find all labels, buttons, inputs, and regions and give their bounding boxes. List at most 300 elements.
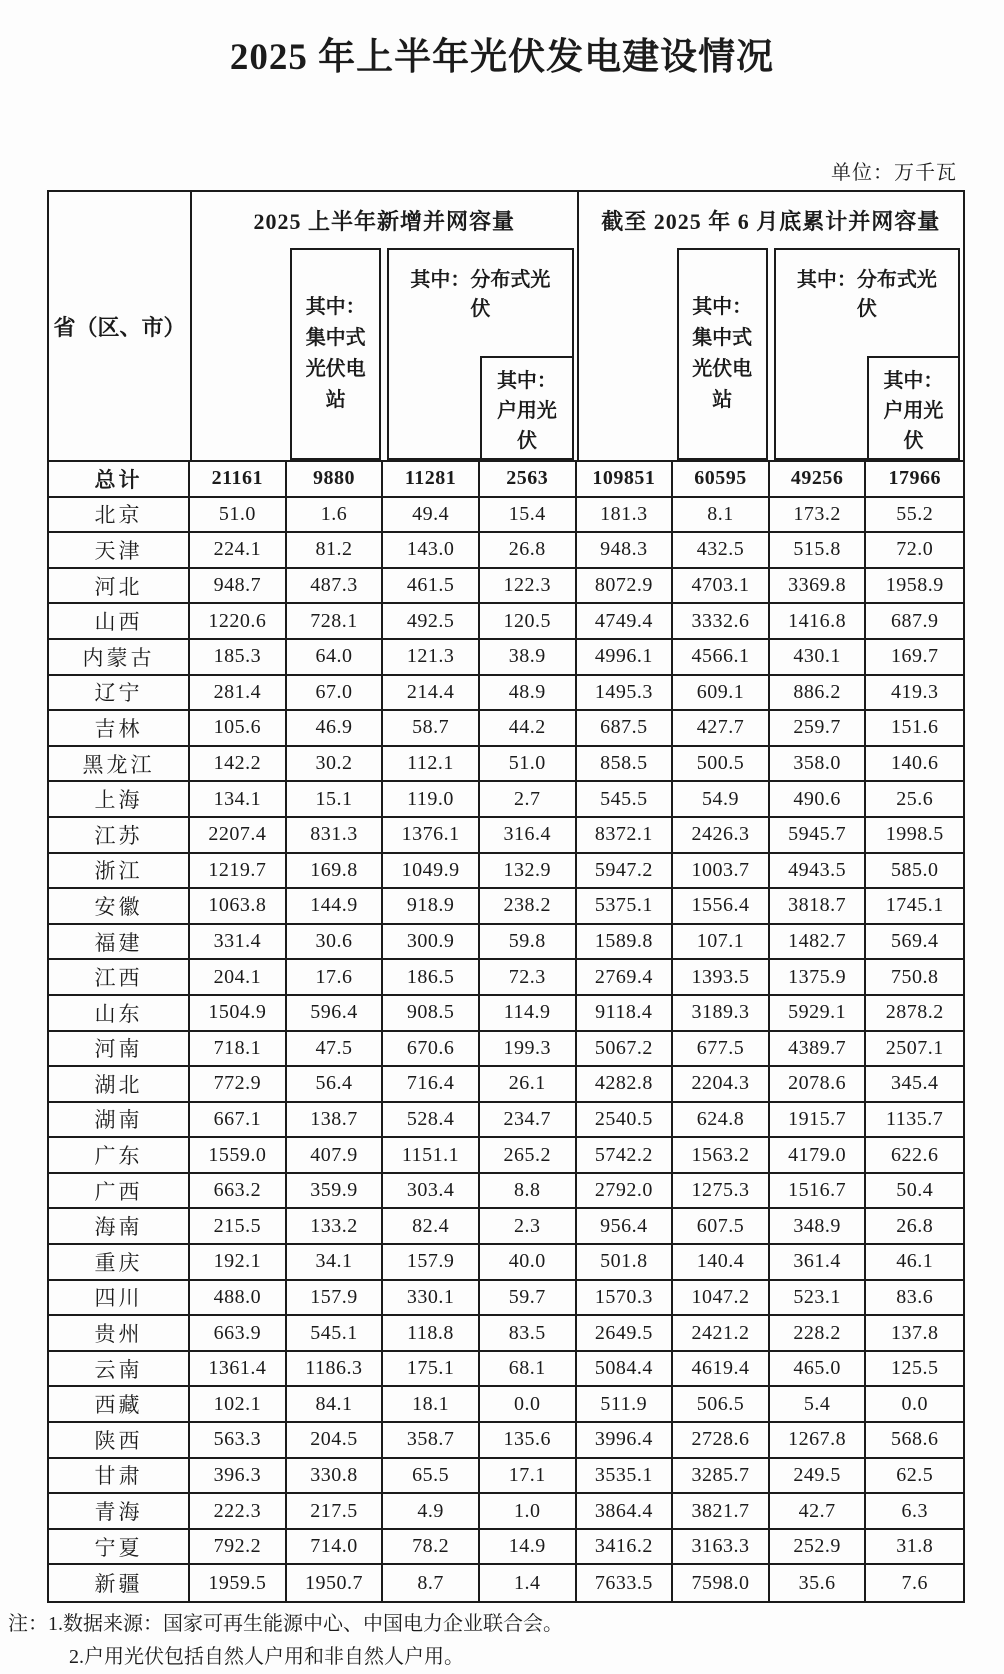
value-cell: 3416.2 bbox=[577, 1530, 674, 1566]
value-cell: 181.3 bbox=[577, 498, 674, 534]
note-line-1: 注：1.数据来源：国家可再生能源中心、中国电力企业联合会。 bbox=[8, 1613, 563, 1635]
value-cell: 506.5 bbox=[673, 1387, 770, 1423]
value-cell: 1063.8 bbox=[190, 889, 287, 925]
province-cell: 云南 bbox=[49, 1352, 190, 1388]
value-cell: 1049.9 bbox=[383, 854, 480, 890]
value-cell: 133.2 bbox=[287, 1209, 384, 1245]
value-cell: 4389.7 bbox=[770, 1032, 867, 1068]
province-cell: 福建 bbox=[49, 925, 190, 961]
value-cell: 30.2 bbox=[287, 747, 384, 783]
value-cell: 432.5 bbox=[673, 533, 770, 569]
subheader-area-new bbox=[192, 248, 577, 460]
value-cell: 9880 bbox=[287, 462, 384, 498]
value-cell: 40.0 bbox=[480, 1245, 577, 1281]
province-cell: 河南 bbox=[49, 1032, 190, 1068]
value-cell: 750.8 bbox=[866, 960, 963, 996]
value-cell: 259.7 bbox=[770, 711, 867, 747]
value-cell: 65.5 bbox=[383, 1459, 480, 1495]
value-cell: 83.5 bbox=[480, 1316, 577, 1352]
value-cell: 214.4 bbox=[383, 676, 480, 712]
value-cell: 792.2 bbox=[190, 1530, 287, 1566]
value-cell: 140.6 bbox=[866, 747, 963, 783]
value-cell: 545.5 bbox=[577, 782, 674, 818]
value-cell: 0.0 bbox=[480, 1387, 577, 1423]
value-cell: 107.1 bbox=[673, 925, 770, 961]
value-cell: 109851 bbox=[577, 462, 674, 498]
value-cell: 361.4 bbox=[770, 1245, 867, 1281]
province-cell: 青海 bbox=[49, 1494, 190, 1530]
value-cell: 596.4 bbox=[287, 996, 384, 1032]
province-cell: 河北 bbox=[49, 569, 190, 605]
subheader-household-new bbox=[480, 356, 573, 460]
value-cell: 9118.4 bbox=[577, 996, 674, 1032]
value-cell: 677.5 bbox=[673, 1032, 770, 1068]
value-cell: 2563 bbox=[480, 462, 577, 498]
value-cell: 2792.0 bbox=[577, 1174, 674, 1210]
value-cell: 224.1 bbox=[190, 533, 287, 569]
value-cell: 17.6 bbox=[287, 960, 384, 996]
value-cell: 204.1 bbox=[190, 960, 287, 996]
value-cell: 948.3 bbox=[577, 533, 674, 569]
province-cell: 湖北 bbox=[49, 1067, 190, 1103]
value-cell: 585.0 bbox=[866, 854, 963, 890]
value-cell: 26.1 bbox=[480, 1067, 577, 1103]
value-cell: 2728.6 bbox=[673, 1423, 770, 1459]
value-cell: 501.8 bbox=[577, 1245, 674, 1281]
value-cell: 238.2 bbox=[480, 889, 577, 925]
province-cell: 西藏 bbox=[49, 1387, 190, 1423]
value-cell: 728.1 bbox=[287, 604, 384, 640]
table-header bbox=[49, 192, 963, 460]
value-cell: 948.7 bbox=[190, 569, 287, 605]
value-cell: 511.9 bbox=[577, 1387, 674, 1423]
value-cell: 430.1 bbox=[770, 640, 867, 676]
value-cell: 5.4 bbox=[770, 1387, 867, 1423]
value-cell: 3163.3 bbox=[673, 1530, 770, 1566]
value-cell: 15.1 bbox=[287, 782, 384, 818]
value-cell: 4179.0 bbox=[770, 1138, 867, 1174]
value-cell: 7633.5 bbox=[577, 1565, 674, 1601]
value-cell: 118.8 bbox=[383, 1316, 480, 1352]
value-cell: 1416.8 bbox=[770, 604, 867, 640]
value-cell: 72.0 bbox=[866, 533, 963, 569]
subheader-centralized-new-label: 其中：集中式光伏电站 bbox=[305, 296, 366, 411]
value-cell: 134.1 bbox=[190, 782, 287, 818]
value-cell: 687.9 bbox=[866, 604, 963, 640]
value-cell: 908.5 bbox=[383, 996, 480, 1032]
value-cell: 82.4 bbox=[383, 1209, 480, 1245]
corner-header-province: 省（区、市） bbox=[49, 192, 192, 460]
value-cell: 1361.4 bbox=[190, 1352, 287, 1388]
value-cell: 2769.4 bbox=[577, 960, 674, 996]
value-cell: 1745.1 bbox=[866, 889, 963, 925]
value-cell: 1151.1 bbox=[383, 1138, 480, 1174]
value-cell: 1556.4 bbox=[673, 889, 770, 925]
value-cell: 515.8 bbox=[770, 533, 867, 569]
value-cell: 358.7 bbox=[383, 1423, 480, 1459]
unit-label: 单位：万千瓦 bbox=[831, 162, 957, 184]
value-cell: 523.1 bbox=[770, 1281, 867, 1317]
value-cell: 1219.7 bbox=[190, 854, 287, 890]
value-cell: 26.8 bbox=[866, 1209, 963, 1245]
value-cell: 622.6 bbox=[866, 1138, 963, 1174]
value-cell: 461.5 bbox=[383, 569, 480, 605]
value-cell: 772.9 bbox=[190, 1067, 287, 1103]
value-cell: 215.5 bbox=[190, 1209, 287, 1245]
value-cell: 563.3 bbox=[190, 1423, 287, 1459]
value-cell: 300.9 bbox=[383, 925, 480, 961]
value-cell: 5067.2 bbox=[577, 1032, 674, 1068]
value-cell: 4566.1 bbox=[673, 640, 770, 676]
value-cell: 47.5 bbox=[287, 1032, 384, 1068]
subheader-household-cumulative-label: 其中：户用光伏 bbox=[883, 370, 944, 452]
value-cell: 38.9 bbox=[480, 640, 577, 676]
value-cell: 886.2 bbox=[770, 676, 867, 712]
value-cell: 49256 bbox=[770, 462, 867, 498]
note-line-2: 2.户用光伏包括自然人户用和非自然人户用。 bbox=[69, 1646, 464, 1668]
value-cell: 492.5 bbox=[383, 604, 480, 640]
province-cell: 陕西 bbox=[49, 1423, 190, 1459]
value-cell: 72.3 bbox=[480, 960, 577, 996]
value-cell: 4.9 bbox=[383, 1494, 480, 1530]
value-cell: 222.3 bbox=[190, 1494, 287, 1530]
value-cell: 1.6 bbox=[287, 498, 384, 534]
value-cell: 1267.8 bbox=[770, 1423, 867, 1459]
value-cell: 3821.7 bbox=[673, 1494, 770, 1530]
value-cell: 30.6 bbox=[287, 925, 384, 961]
value-cell: 11281 bbox=[383, 462, 480, 498]
value-cell: 5742.2 bbox=[577, 1138, 674, 1174]
value-cell: 249.5 bbox=[770, 1459, 867, 1495]
value-cell: 199.3 bbox=[480, 1032, 577, 1068]
value-cell: 55.2 bbox=[866, 498, 963, 534]
value-cell: 14.9 bbox=[480, 1530, 577, 1566]
value-cell: 667.1 bbox=[190, 1103, 287, 1139]
value-cell: 84.1 bbox=[287, 1387, 384, 1423]
province-cell: 四川 bbox=[49, 1281, 190, 1317]
value-cell: 1482.7 bbox=[770, 925, 867, 961]
value-cell: 1376.1 bbox=[383, 818, 480, 854]
value-cell: 169.8 bbox=[287, 854, 384, 890]
value-cell: 1275.3 bbox=[673, 1174, 770, 1210]
value-cell: 42.7 bbox=[770, 1494, 867, 1530]
value-cell: 186.5 bbox=[383, 960, 480, 996]
value-cell: 545.1 bbox=[287, 1316, 384, 1352]
footnotes bbox=[8, 1608, 563, 1674]
value-cell: 119.0 bbox=[383, 782, 480, 818]
subheader-distributed-new-label: 其中：分布式光伏 bbox=[410, 269, 551, 320]
value-cell: 21161 bbox=[190, 462, 287, 498]
value-cell: 3332.6 bbox=[673, 604, 770, 640]
value-cell: 1.0 bbox=[480, 1494, 577, 1530]
value-cell: 1393.5 bbox=[673, 960, 770, 996]
value-cell: 1589.8 bbox=[577, 925, 674, 961]
province-cell: 江西 bbox=[49, 960, 190, 996]
value-cell: 1563.2 bbox=[673, 1138, 770, 1174]
province-cell: 湖南 bbox=[49, 1103, 190, 1139]
value-cell: 112.1 bbox=[383, 747, 480, 783]
value-cell: 54.9 bbox=[673, 782, 770, 818]
province-cell: 甘肃 bbox=[49, 1459, 190, 1495]
value-cell: 348.9 bbox=[770, 1209, 867, 1245]
page-title: 2025 年上半年光伏发电建设情况 bbox=[229, 37, 775, 78]
subheader-household-new-label: 其中：户用光伏 bbox=[496, 370, 557, 452]
value-cell: 1186.3 bbox=[287, 1352, 384, 1388]
header-group-new-capacity bbox=[192, 192, 577, 460]
province-cell: 安徽 bbox=[49, 889, 190, 925]
value-cell: 4282.8 bbox=[577, 1067, 674, 1103]
value-cell: 1559.0 bbox=[190, 1138, 287, 1174]
value-cell: 4943.5 bbox=[770, 854, 867, 890]
value-cell: 2878.2 bbox=[866, 996, 963, 1032]
value-cell: 59.8 bbox=[480, 925, 577, 961]
value-cell: 5084.4 bbox=[577, 1352, 674, 1388]
value-cell: 46.9 bbox=[287, 711, 384, 747]
value-cell: 62.5 bbox=[866, 1459, 963, 1495]
value-cell: 8072.9 bbox=[577, 569, 674, 605]
value-cell: 7598.0 bbox=[673, 1565, 770, 1601]
province-cell: 新疆 bbox=[49, 1565, 190, 1601]
value-cell: 51.0 bbox=[190, 498, 287, 534]
value-cell: 137.8 bbox=[866, 1316, 963, 1352]
value-cell: 345.4 bbox=[866, 1067, 963, 1103]
value-cell: 316.4 bbox=[480, 818, 577, 854]
value-cell: 78.2 bbox=[383, 1530, 480, 1566]
header-group-cumulative-capacity bbox=[577, 192, 964, 460]
value-cell: 487.3 bbox=[287, 569, 384, 605]
subheader-area-cumulative bbox=[579, 248, 964, 460]
value-cell: 8.1 bbox=[673, 498, 770, 534]
value-cell: 7.6 bbox=[901, 1571, 928, 1594]
value-cell: 4619.4 bbox=[673, 1352, 770, 1388]
province-cell: 重庆 bbox=[49, 1245, 190, 1281]
value-cell: 2207.4 bbox=[190, 818, 287, 854]
value-cell: 663.2 bbox=[190, 1174, 287, 1210]
value-cell: 228.2 bbox=[770, 1316, 867, 1352]
value-cell: 718.1 bbox=[190, 1032, 287, 1068]
value-cell: 427.7 bbox=[673, 711, 770, 747]
value-cell: 3535.1 bbox=[577, 1459, 674, 1495]
value-cell: 687.5 bbox=[577, 711, 674, 747]
value-cell: 2421.2 bbox=[673, 1316, 770, 1352]
group-title-new-capacity: 2025 上半年新增并网容量 bbox=[253, 208, 515, 234]
value-cell: 3996.4 bbox=[577, 1423, 674, 1459]
subheader-centralized-cumulative-label: 其中：集中式光伏电站 bbox=[692, 296, 753, 411]
value-cell: 1958.9 bbox=[866, 569, 963, 605]
value-cell: 490.6 bbox=[770, 782, 867, 818]
province-cell: 黑龙江 bbox=[49, 747, 190, 783]
subheader-distributed-cumulative-label: 其中：分布式光伏 bbox=[796, 269, 937, 320]
table-body bbox=[49, 460, 963, 1601]
value-cell: 1950.7 bbox=[287, 1565, 384, 1601]
subheader-distributed-cumulative bbox=[774, 248, 960, 460]
value-cell: 3285.7 bbox=[673, 1459, 770, 1495]
value-cell: 281.4 bbox=[190, 676, 287, 712]
value-cell: 140.4 bbox=[673, 1245, 770, 1281]
province-cell: 山西 bbox=[49, 604, 190, 640]
value-cell: 2.3 bbox=[480, 1209, 577, 1245]
value-cell: 122.3 bbox=[480, 569, 577, 605]
value-cell: 144.9 bbox=[287, 889, 384, 925]
value-cell: 120.5 bbox=[480, 604, 577, 640]
value-cell: 1915.7 bbox=[770, 1103, 867, 1139]
value-cell: 5947.2 bbox=[577, 854, 674, 890]
value-cell: 132.9 bbox=[480, 854, 577, 890]
value-cell: 2078.6 bbox=[770, 1067, 867, 1103]
value-cell: 15.4 bbox=[480, 498, 577, 534]
value-cell: 331.4 bbox=[190, 925, 287, 961]
value-cell: 1135.7 bbox=[866, 1103, 963, 1139]
value-cell: 528.4 bbox=[383, 1103, 480, 1139]
province-cell: 江苏 bbox=[49, 818, 190, 854]
province-cell: 宁夏 bbox=[49, 1530, 190, 1566]
group-title-cumulative-capacity: 截至 2025 年 6 月底累计并网容量 bbox=[601, 208, 941, 234]
value-cell: 5375.1 bbox=[577, 889, 674, 925]
value-cell: 4996.1 bbox=[577, 640, 674, 676]
value-cell: 624.8 bbox=[673, 1103, 770, 1139]
value-cell: 48.9 bbox=[480, 676, 577, 712]
value-cell: 17.1 bbox=[480, 1459, 577, 1495]
value-cell: 2.7 bbox=[480, 782, 577, 818]
value-cell: 419.3 bbox=[866, 676, 963, 712]
value-cell: 568.6 bbox=[866, 1423, 963, 1459]
province-cell: 浙江 bbox=[49, 854, 190, 890]
value-cell: 17966 bbox=[866, 462, 963, 498]
value-cell: 2204.3 bbox=[673, 1067, 770, 1103]
value-cell: 34.1 bbox=[287, 1245, 384, 1281]
value-cell: 25.6 bbox=[866, 782, 963, 818]
value-cell: 59.7 bbox=[480, 1281, 577, 1317]
value-cell: 670.6 bbox=[383, 1032, 480, 1068]
value-cell: 217.5 bbox=[287, 1494, 384, 1530]
value-cell: 831.3 bbox=[287, 818, 384, 854]
subheader-centralized-cumulative bbox=[677, 248, 768, 460]
subheader-centralized-new bbox=[290, 248, 381, 460]
province-cell: 上海 bbox=[49, 782, 190, 818]
value-cell: 135.6 bbox=[480, 1423, 577, 1459]
value-cell: 3189.3 bbox=[673, 996, 770, 1032]
value-cell: 918.9 bbox=[383, 889, 480, 925]
value-cell: 488.0 bbox=[190, 1281, 287, 1317]
value-cell: 2426.3 bbox=[673, 818, 770, 854]
value-cell: 1495.3 bbox=[577, 676, 674, 712]
value-cell: 151.6 bbox=[866, 711, 963, 747]
value-cell: 204.5 bbox=[287, 1423, 384, 1459]
value-cell: 105.6 bbox=[190, 711, 287, 747]
value-cell: 3818.7 bbox=[770, 889, 867, 925]
value-cell: 716.4 bbox=[383, 1067, 480, 1103]
value-cell: 1.4 bbox=[480, 1565, 577, 1601]
value-cell: 609.1 bbox=[673, 676, 770, 712]
value-cell: 6.3 bbox=[866, 1494, 963, 1530]
value-cell: 1504.9 bbox=[190, 996, 287, 1032]
value-cell: 5945.7 bbox=[770, 818, 867, 854]
value-cell: 143.0 bbox=[383, 533, 480, 569]
value-cell: 0.0 bbox=[866, 1387, 963, 1423]
value-cell: 465.0 bbox=[770, 1352, 867, 1388]
value-cell: 8.8 bbox=[480, 1174, 577, 1210]
value-cell: 1516.7 bbox=[770, 1174, 867, 1210]
value-cell: 35.6 bbox=[770, 1565, 867, 1601]
value-cell: 4749.4 bbox=[577, 604, 674, 640]
value-cell: 18.1 bbox=[383, 1387, 480, 1423]
value-cell: 607.5 bbox=[673, 1209, 770, 1245]
value-cell: 1375.9 bbox=[770, 960, 867, 996]
value-cell: 1998.5 bbox=[866, 818, 963, 854]
value-cell: 2649.5 bbox=[577, 1316, 674, 1352]
province-cell: 山东 bbox=[49, 996, 190, 1032]
value-cell: 58.7 bbox=[383, 711, 480, 747]
value-cell: 169.7 bbox=[866, 640, 963, 676]
value-cell: 2507.1 bbox=[866, 1032, 963, 1068]
value-cell: 8.7 bbox=[383, 1565, 480, 1601]
value-cell: 46.1 bbox=[866, 1245, 963, 1281]
value-cell: 1570.3 bbox=[577, 1281, 674, 1317]
province-cell: 总计 bbox=[49, 462, 190, 498]
province-cell: 北京 bbox=[49, 498, 190, 534]
value-cell: 157.9 bbox=[383, 1245, 480, 1281]
value-cell: 265.2 bbox=[480, 1138, 577, 1174]
value-cell: 714.0 bbox=[287, 1530, 384, 1566]
value-cell: 125.5 bbox=[866, 1352, 963, 1388]
province-cell: 贵州 bbox=[49, 1316, 190, 1352]
value-cell: 956.4 bbox=[577, 1209, 674, 1245]
value-cell: 5929.1 bbox=[770, 996, 867, 1032]
value-cell: 173.2 bbox=[770, 498, 867, 534]
value-cell: 1220.6 bbox=[190, 604, 287, 640]
value-cell: 358.0 bbox=[770, 747, 867, 783]
value-cell: 2540.5 bbox=[577, 1103, 674, 1139]
value-cell: 185.3 bbox=[190, 640, 287, 676]
value-cell: 3864.4 bbox=[577, 1494, 674, 1530]
province-cell: 广西 bbox=[49, 1174, 190, 1210]
value-cell: 663.9 bbox=[190, 1316, 287, 1352]
value-cell: 1047.2 bbox=[673, 1281, 770, 1317]
value-cell: 121.3 bbox=[383, 640, 480, 676]
value-cell: 407.9 bbox=[287, 1138, 384, 1174]
value-cell: 64.0 bbox=[287, 640, 384, 676]
value-cell: 192.1 bbox=[190, 1245, 287, 1281]
value-cell: 4703.1 bbox=[673, 569, 770, 605]
province-cell: 海南 bbox=[49, 1209, 190, 1245]
value-cell: 858.5 bbox=[577, 747, 674, 783]
value-cell: 44.2 bbox=[480, 711, 577, 747]
subheader-household-cumulative bbox=[867, 356, 960, 460]
value-cell: 1003.7 bbox=[673, 854, 770, 890]
value-cell: 142.2 bbox=[190, 747, 287, 783]
value-cell: 68.1 bbox=[480, 1352, 577, 1388]
value-cell: 56.4 bbox=[287, 1067, 384, 1103]
value-cell: 175.1 bbox=[383, 1352, 480, 1388]
value-cell: 102.1 bbox=[190, 1387, 287, 1423]
value-cell: 1959.5 bbox=[190, 1565, 287, 1601]
value-cell: 67.0 bbox=[287, 676, 384, 712]
value-cell: 569.4 bbox=[866, 925, 963, 961]
value-cell: 8372.1 bbox=[577, 818, 674, 854]
value-cell: 81.2 bbox=[287, 533, 384, 569]
value-cell: 157.9 bbox=[287, 1281, 384, 1317]
value-cell: 396.3 bbox=[190, 1459, 287, 1495]
province-cell: 内蒙古 bbox=[49, 640, 190, 676]
value-cell: 303.4 bbox=[383, 1174, 480, 1210]
value-cell: 500.5 bbox=[673, 747, 770, 783]
value-cell: 60595 bbox=[673, 462, 770, 498]
province-cell: 广东 bbox=[49, 1138, 190, 1174]
value-cell: 330.1 bbox=[383, 1281, 480, 1317]
province-cell: 辽宁 bbox=[49, 676, 190, 712]
value-cell: 51.0 bbox=[480, 747, 577, 783]
value-cell: 3369.8 bbox=[770, 569, 867, 605]
